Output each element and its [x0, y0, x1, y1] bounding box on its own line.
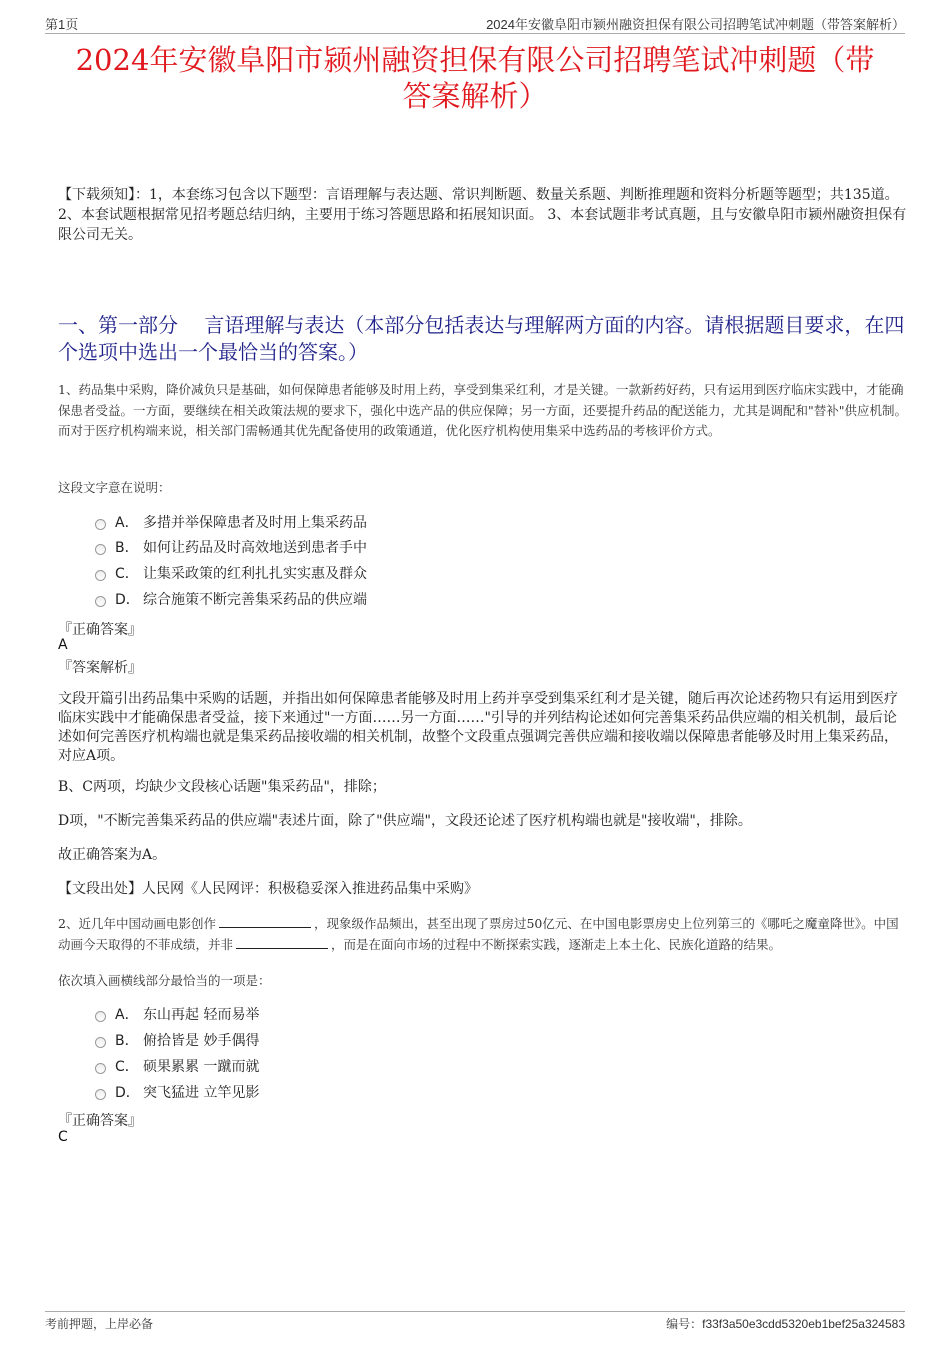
question-2-prompt: 依次填入画横线部分最恰当的一项是：	[58, 973, 271, 988]
stem-text: 2、近几年中国动画电影创作	[58, 916, 216, 931]
option-letter: A．	[115, 515, 139, 531]
analysis-paragraph: B、C两项，均缺少文段核心话题"集采药品"，排除；	[58, 779, 386, 795]
option-letter: D．	[115, 1085, 140, 1101]
question-1-option-c[interactable]	[95, 562, 367, 584]
option-letter: B．	[115, 540, 139, 556]
option-letter: A．	[115, 1007, 139, 1023]
option-text: 硕果累累 一蹴而就	[143, 1059, 260, 1075]
download-notice: 【下载须知】：1，本套练习包含以下题型：言语理解与表达题、常识判断题、数量关系题、判断推理题和资料分析题等题型；共135道。 2、本套试题根据常见招考题总结归纳，主要用于练习答题思路和拓展知识面。 3、本套试题非考试真题，且与安徽阜阳市颍州融资担保有限公司无关。	[58, 187, 907, 243]
option-letter: D．	[115, 592, 140, 608]
fill-blank-1	[219, 915, 311, 928]
radio-button[interactable]	[95, 1063, 106, 1074]
analysis-conclusion: 故正确答案为A。	[58, 847, 167, 863]
question-2-option-d[interactable]	[95, 1081, 259, 1103]
analysis-paragraph: 文段开篇引出药品集中采购的话题，并指出如何保障患者能够及时用上药并享受到集采红利才是关键，随后再次论述药物只有运用到医疗临床实践中才能确保患者受益，接下来通过"一方面……另一方面……"引导的并列结构论述如何完善集采药品供应端的相关机制，最后论述如何完善医疗机构端也就是集采药品接收端的相关机制，故整个文段重点强调完善供应端和接收端以保障患者能够及时用上集采药品，对应A项。	[58, 691, 898, 764]
source-citation: 【文段出处】人民网《人民网评：积极稳妥深入推进药品集中采购》	[58, 881, 478, 897]
title-line-2: 答案解析）	[402, 79, 548, 113]
option-text: 东山再起 轻而易举	[143, 1007, 260, 1023]
footer-divider	[45, 1311, 905, 1312]
stem-text: ，现象级作品频出，甚至出现了票房过50亿元、在中国电影票房史上位列第三的《哪吒之魔童降世》。中国动画今天取得的不菲成绩，并非	[58, 916, 899, 952]
radio-button[interactable]	[95, 596, 106, 607]
option-text: 让集采政策的红利扎扎实实惠及群众	[143, 566, 367, 582]
correct-answer-value: A	[58, 637, 68, 653]
option-text: 多措并举保障患者及时用上集采药品	[143, 515, 367, 531]
radio-button[interactable]	[95, 519, 106, 530]
document-code: 编号：f33f3a50e3cdd5320eb1bef25a324583	[666, 1317, 905, 1331]
question-2-option-b[interactable]	[95, 1029, 259, 1051]
title-line-1: 2024年安徽阜阳市颍州融资担保有限公司招聘笔试冲刺题（带	[75, 43, 875, 77]
option-letter: B．	[115, 1033, 139, 1049]
radio-button[interactable]	[95, 544, 106, 555]
question-1-stem: 1、药品集中采购，降价减负只是基础，如何保障患者能够及时用上药，享受到集采红利，才是关键。一款新药好药，只有运用到医疗临床实践中，才能确保患者受益。一方面，要继续在相关政策法规的要求下，强化中选产品的供应保障；另一方面，还要提升药品的配送能力，尤其是调配和"替补"供应机制。而对于医疗机构端来说，相关部门需畅通其优先配备使用的政策通道，优化医疗机构使用集采中选药品的考核评价方式。	[58, 382, 908, 438]
question-1-prompt: 这段文字意在说明：	[58, 480, 171, 495]
section-heading: 一、第一部分 言语理解与表达（本部分包括表达与理解两方面的内容。请根据题目要求，在四个选项中选出一个最恰当的答案。）	[58, 313, 905, 364]
radio-button[interactable]	[95, 1011, 106, 1022]
question-2-option-a[interactable]	[95, 1003, 259, 1025]
radio-button[interactable]	[95, 570, 106, 581]
fill-blank-2	[236, 936, 328, 949]
question-2-stem	[58, 914, 908, 955]
question-1-option-b[interactable]	[95, 536, 367, 558]
correct-answer-label: 『正确答案』	[58, 1113, 142, 1129]
question-1-option-d[interactable]	[95, 588, 367, 610]
question-2-option-c[interactable]	[95, 1055, 259, 1077]
footer-slogan: 考前押题，上岸必备	[45, 1317, 154, 1331]
option-text: 突飞猛进 立竿见影	[143, 1085, 260, 1101]
question-1-option-a[interactable]	[95, 511, 367, 533]
document-title	[45, 42, 905, 114]
stem-text: ，而是在面向市场的过程中不断探索实践，逐渐走上本土化、民族化道路的结果。	[331, 936, 782, 952]
analysis-label: 『答案解析』	[58, 660, 142, 676]
correct-answer-value: C	[58, 1129, 68, 1145]
option-letter: C．	[115, 566, 139, 582]
header-divider	[45, 33, 905, 34]
option-letter: C．	[115, 1059, 139, 1075]
page-number: 第1页	[45, 17, 79, 32]
correct-answer-label: 『正确答案』	[58, 622, 142, 638]
option-text: 综合施策不断完善集采药品的供应端	[143, 592, 367, 608]
analysis-paragraph: D项，"不断完善集采药品的供应端"表述片面，除了"供应端"，文段还论述了医疗机构端也就是"接收端"，排除。	[58, 813, 752, 829]
radio-button[interactable]	[95, 1037, 106, 1048]
option-text: 俯拾皆是 妙手偶得	[143, 1033, 260, 1049]
option-text: 如何让药品及时高效地送到患者手中	[143, 540, 367, 556]
running-title: 2024年安徽阜阳市颍州融资担保有限公司招聘笔试冲刺题（带答案解析）	[486, 17, 905, 32]
radio-button[interactable]	[95, 1089, 106, 1100]
